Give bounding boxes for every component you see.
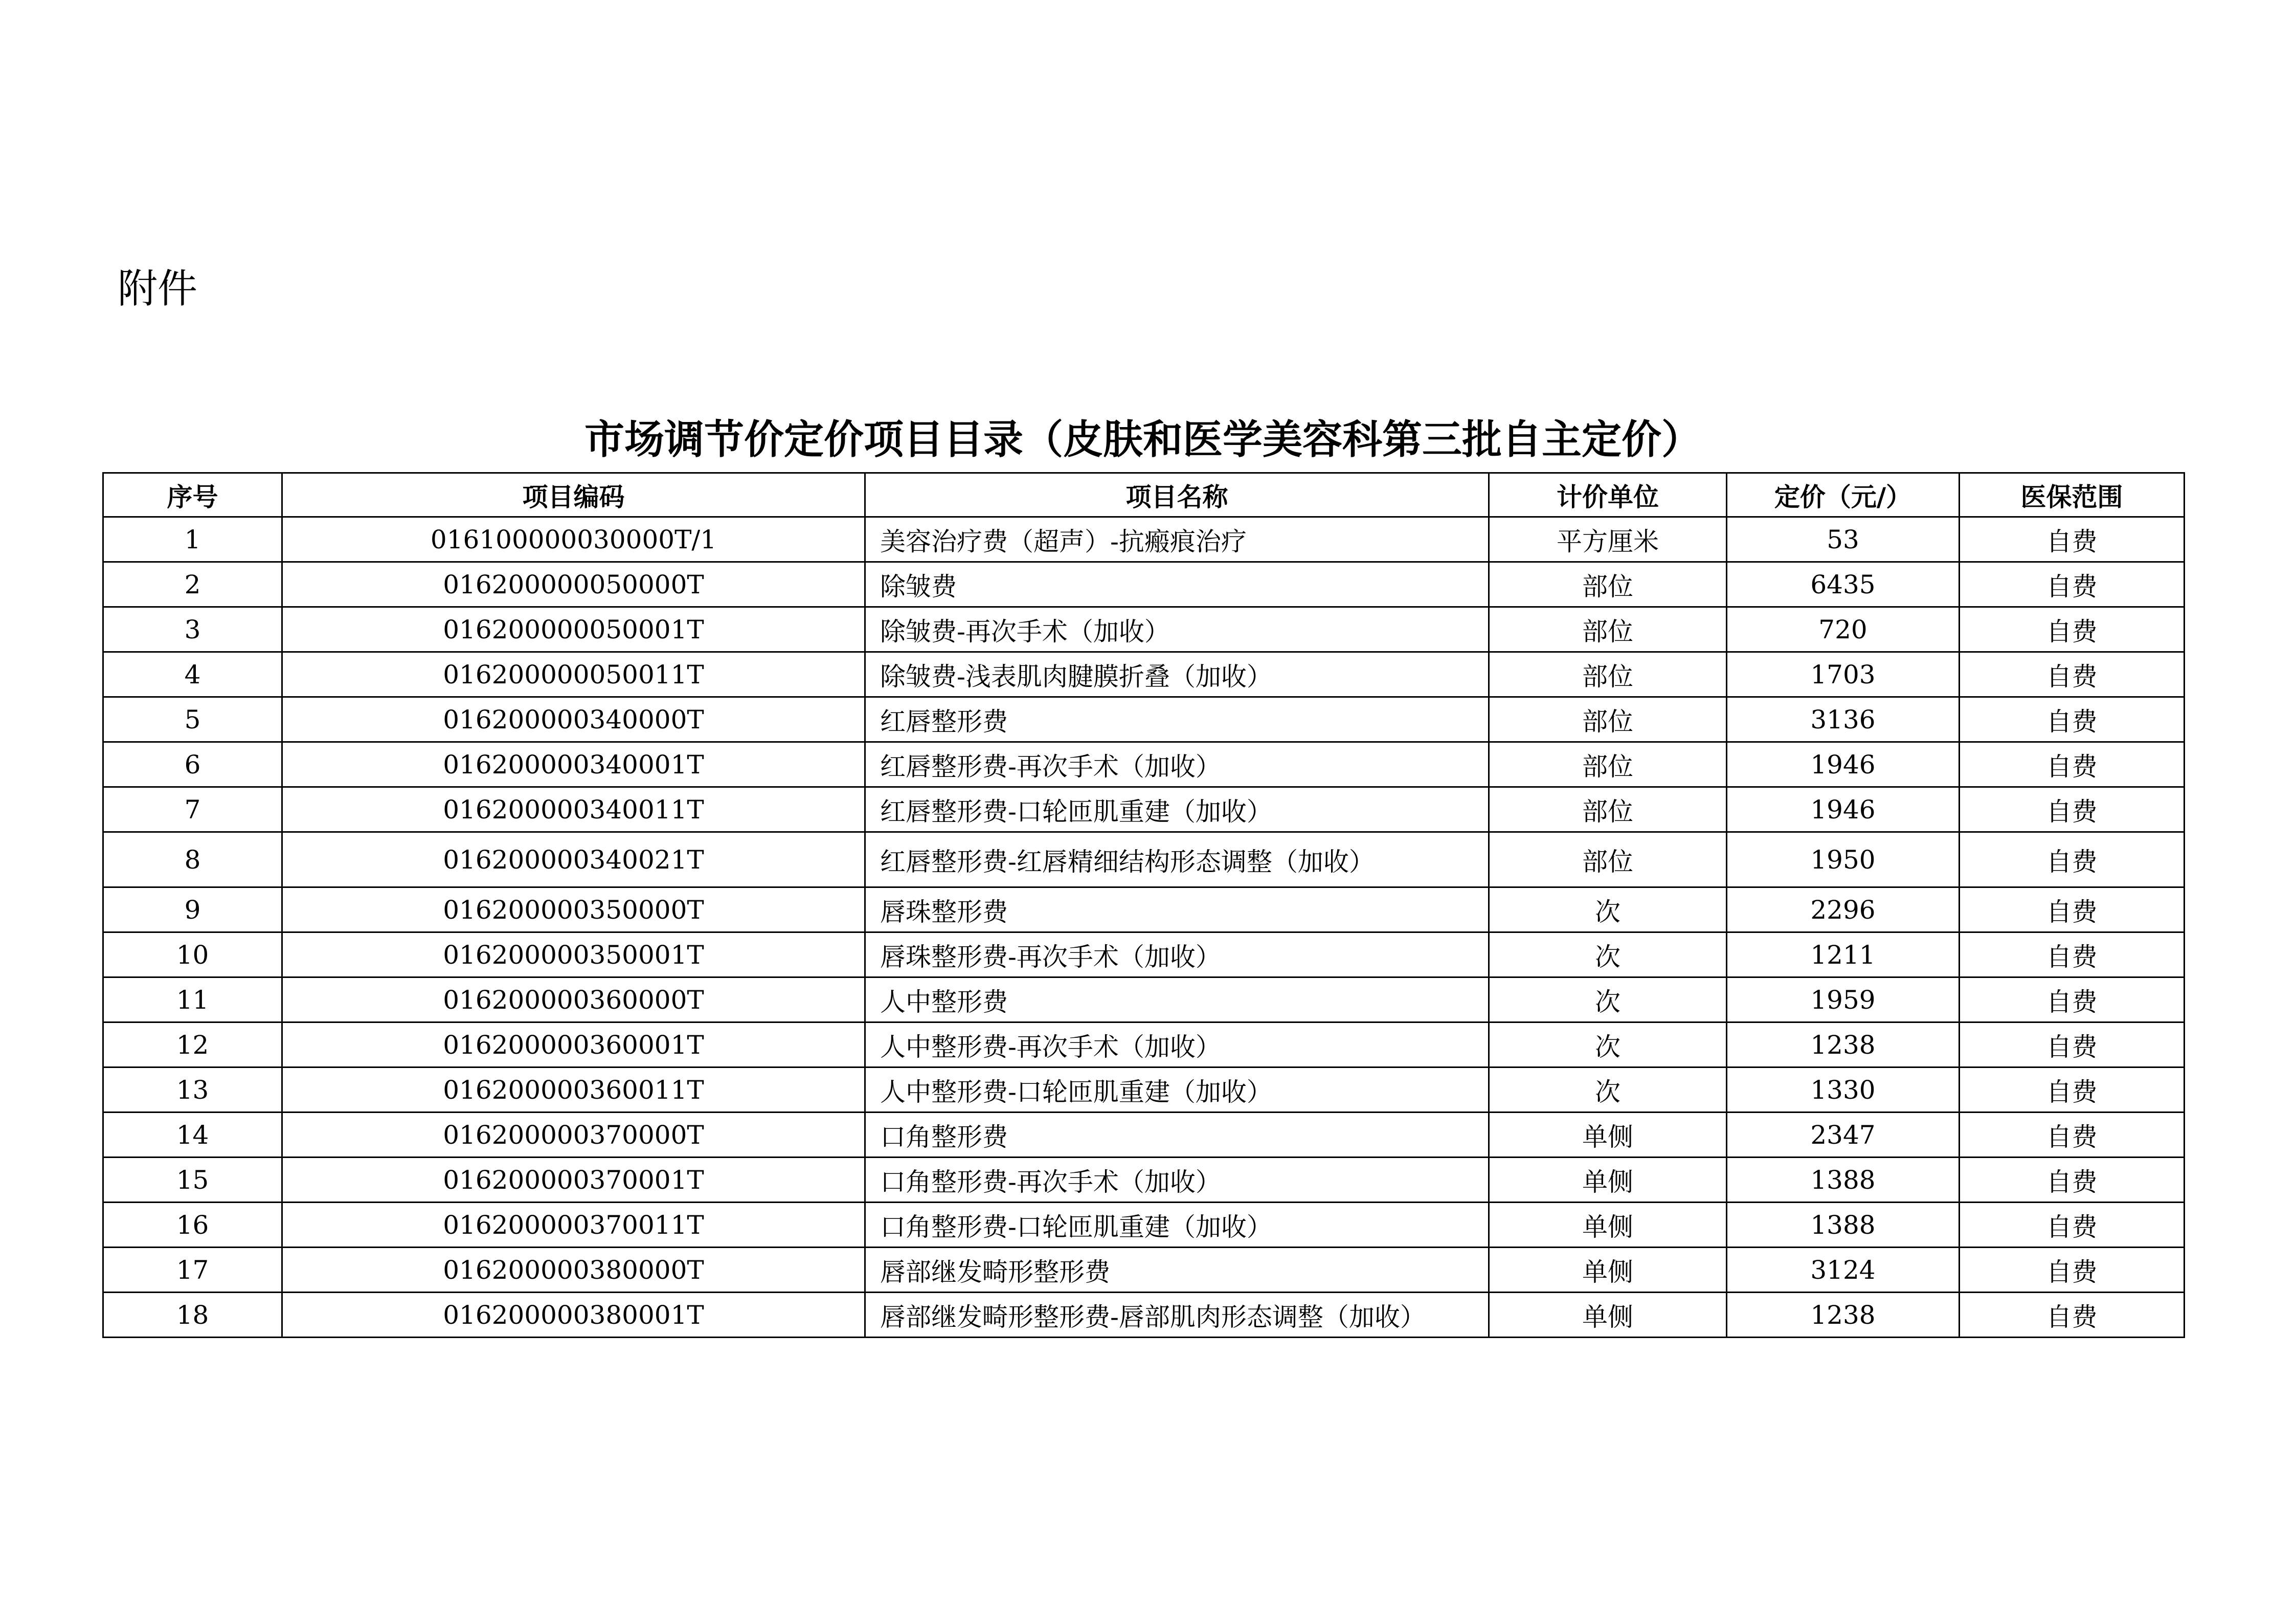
cell-insurance-scope: 自费: [1960, 742, 2185, 787]
cell-billing-unit: 次: [1489, 977, 1727, 1022]
cell-price: 2296: [1727, 887, 1960, 932]
cell-serial-number: 4: [103, 652, 282, 697]
cell-item-code: 016200000350000T: [282, 887, 865, 932]
cell-item-code: 016200000050001T: [282, 607, 865, 652]
cell-billing-unit: 单侧: [1489, 1158, 1727, 1203]
cell-item-name: 人中整形费-口轮匝肌重建（加收）: [865, 1067, 1489, 1113]
header-item-code: 项目编码: [282, 473, 865, 517]
cell-billing-unit: 部位: [1489, 562, 1727, 607]
cell-item-name: 红唇整形费-再次手术（加收）: [865, 742, 1489, 787]
cell-insurance-scope: 自费: [1960, 1022, 2185, 1067]
cell-insurance-scope: 自费: [1960, 887, 2185, 932]
cell-billing-unit: 部位: [1489, 697, 1727, 742]
cell-item-code: 016200000360000T: [282, 977, 865, 1022]
cell-price: 720: [1727, 607, 1960, 652]
cell-serial-number: 16: [103, 1203, 282, 1248]
cell-price: 3124: [1727, 1248, 1960, 1293]
table-row: [103, 742, 2185, 787]
cell-price: 1946: [1727, 742, 1960, 787]
cell-billing-unit: 次: [1489, 1022, 1727, 1067]
cell-item-code: 016200000380001T: [282, 1293, 865, 1338]
cell-price: 1950: [1727, 832, 1960, 887]
cell-billing-unit: 部位: [1489, 607, 1727, 652]
cell-insurance-scope: 自费: [1960, 932, 2185, 977]
cell-insurance-scope: 自费: [1960, 1067, 2185, 1113]
table-row: [103, 977, 2185, 1022]
cell-billing-unit: 单侧: [1489, 1113, 1727, 1158]
table-row: [103, 652, 2185, 697]
cell-item-code: 016100000030000T/1: [282, 517, 865, 562]
cell-serial-number: 3: [103, 607, 282, 652]
cell-billing-unit: 单侧: [1489, 1293, 1727, 1338]
cell-item-code: 016200000350001T: [282, 932, 865, 977]
table-row: [103, 1067, 2185, 1113]
cell-price: 1703: [1727, 652, 1960, 697]
cell-insurance-scope: 自费: [1960, 517, 2185, 562]
cell-billing-unit: 平方厘米: [1489, 517, 1727, 562]
cell-billing-unit: 单侧: [1489, 1203, 1727, 1248]
cell-serial-number: 12: [103, 1022, 282, 1067]
cell-insurance-scope: 自费: [1960, 1248, 2185, 1293]
header-price: 定价（元/）: [1727, 473, 1960, 517]
cell-billing-unit: 部位: [1489, 652, 1727, 697]
cell-item-name: 除皱费-再次手术（加收）: [865, 607, 1489, 652]
cell-price: 3136: [1727, 697, 1960, 742]
cell-item-code: 016200000050000T: [282, 562, 865, 607]
cell-item-name: 口角整形费-再次手术（加收）: [865, 1158, 1489, 1203]
cell-billing-unit: 次: [1489, 887, 1727, 932]
cell-serial-number: 17: [103, 1248, 282, 1293]
table-row: [103, 932, 2185, 977]
cell-item-name: 人中整形费: [865, 977, 1489, 1022]
cell-serial-number: 1: [103, 517, 282, 562]
cell-price: 1959: [1727, 977, 1960, 1022]
cell-item-code: 016200000340000T: [282, 697, 865, 742]
table-row: [103, 1293, 2185, 1338]
table-header-row: [103, 473, 2185, 517]
cell-insurance-scope: 自费: [1960, 562, 2185, 607]
cell-price: 6435: [1727, 562, 1960, 607]
cell-insurance-scope: 自费: [1960, 1113, 2185, 1158]
cell-serial-number: 18: [103, 1293, 282, 1338]
cell-serial-number: 11: [103, 977, 282, 1022]
cell-insurance-scope: 自费: [1960, 832, 2185, 887]
table-row: [103, 562, 2185, 607]
cell-serial-number: 5: [103, 697, 282, 742]
cell-price: 1211: [1727, 932, 1960, 977]
cell-item-code: 016200000360011T: [282, 1067, 865, 1113]
cell-item-code: 016200000340001T: [282, 742, 865, 787]
cell-billing-unit: 次: [1489, 932, 1727, 977]
cell-insurance-scope: 自费: [1960, 1293, 2185, 1338]
cell-insurance-scope: 自费: [1960, 697, 2185, 742]
cell-price: 1238: [1727, 1022, 1960, 1067]
cell-serial-number: 14: [103, 1113, 282, 1158]
cell-billing-unit: 部位: [1489, 832, 1727, 887]
cell-serial-number: 13: [103, 1067, 282, 1113]
cell-price: 1388: [1727, 1203, 1960, 1248]
cell-item-code: 016200000370000T: [282, 1113, 865, 1158]
cell-price: 1946: [1727, 787, 1960, 832]
cell-item-name: 除皱费: [865, 562, 1489, 607]
cell-item-name: 红唇整形费-红唇精细结构形态调整（加收）: [865, 832, 1489, 887]
header-billing-unit: 计价单位: [1489, 473, 1727, 517]
cell-price: 1388: [1727, 1158, 1960, 1203]
table-row: [103, 697, 2185, 742]
table-row: [103, 517, 2185, 562]
cell-item-name: 口角整形费-口轮匝肌重建（加收）: [865, 1203, 1489, 1248]
pricing-catalog-table: [102, 472, 2185, 1338]
cell-item-name: 唇珠整形费-再次手术（加收）: [865, 932, 1489, 977]
cell-billing-unit: 单侧: [1489, 1248, 1727, 1293]
cell-item-name: 人中整形费-再次手术（加收）: [865, 1022, 1489, 1067]
cell-serial-number: 9: [103, 887, 282, 932]
cell-item-name: 唇部继发畸形整形费: [865, 1248, 1489, 1293]
cell-item-name: 唇部继发畸形整形费-唇部肌肉形态调整（加收）: [865, 1293, 1489, 1338]
table-row: [103, 607, 2185, 652]
table-row: [103, 1113, 2185, 1158]
cell-item-name: 红唇整形费-口轮匝肌重建（加收）: [865, 787, 1489, 832]
cell-item-code: 016200000370011T: [282, 1203, 865, 1248]
cell-serial-number: 8: [103, 832, 282, 887]
cell-insurance-scope: 自费: [1960, 787, 2185, 832]
table-row: [103, 832, 2185, 887]
cell-price: 1330: [1727, 1067, 1960, 1113]
header-item-name: 项目名称: [865, 473, 1489, 517]
cell-item-name: 除皱费-浅表肌肉腱膜折叠（加收）: [865, 652, 1489, 697]
document-title: 市场调节价定价项目目录（皮肤和医学美容科第三批自主定价）: [584, 416, 1701, 463]
cell-serial-number: 7: [103, 787, 282, 832]
cell-billing-unit: 部位: [1489, 787, 1727, 832]
table-row: [103, 1158, 2185, 1203]
cell-item-name: 唇珠整形费: [865, 887, 1489, 932]
cell-item-name: 红唇整形费: [865, 697, 1489, 742]
cell-insurance-scope: 自费: [1960, 607, 2185, 652]
cell-serial-number: 2: [103, 562, 282, 607]
cell-billing-unit: 部位: [1489, 742, 1727, 787]
header-insurance-scope: 医保范围: [1960, 473, 2185, 517]
cell-item-code: 016200000050011T: [282, 652, 865, 697]
cell-serial-number: 6: [103, 742, 282, 787]
table-row: [103, 887, 2185, 932]
table-body: [103, 517, 2185, 1338]
cell-billing-unit: 次: [1489, 1067, 1727, 1113]
table-row: [103, 1022, 2185, 1067]
cell-item-code: 016200000360001T: [282, 1022, 865, 1067]
cell-insurance-scope: 自费: [1960, 1203, 2185, 1248]
cell-item-code: 016200000340021T: [282, 832, 865, 887]
table-row: [103, 1203, 2185, 1248]
cell-serial-number: 15: [103, 1158, 282, 1203]
cell-insurance-scope: 自费: [1960, 652, 2185, 697]
cell-item-name: 美容治疗费（超声）-抗瘢痕治疗: [865, 517, 1489, 562]
cell-item-name: 口角整形费: [865, 1113, 1489, 1158]
header-serial-number: 序号: [103, 473, 282, 517]
table-row: [103, 1248, 2185, 1293]
table-row: [103, 787, 2185, 832]
cell-price: 53: [1727, 517, 1960, 562]
cell-insurance-scope: 自费: [1960, 1158, 2185, 1203]
cell-item-code: 016200000340011T: [282, 787, 865, 832]
cell-insurance-scope: 自费: [1960, 977, 2185, 1022]
cell-price: 1238: [1727, 1293, 1960, 1338]
attachment-label: 附件: [118, 266, 198, 312]
cell-serial-number: 10: [103, 932, 282, 977]
cell-price: 2347: [1727, 1113, 1960, 1158]
cell-item-code: 016200000370001T: [282, 1158, 865, 1203]
cell-item-code: 016200000380000T: [282, 1248, 865, 1293]
